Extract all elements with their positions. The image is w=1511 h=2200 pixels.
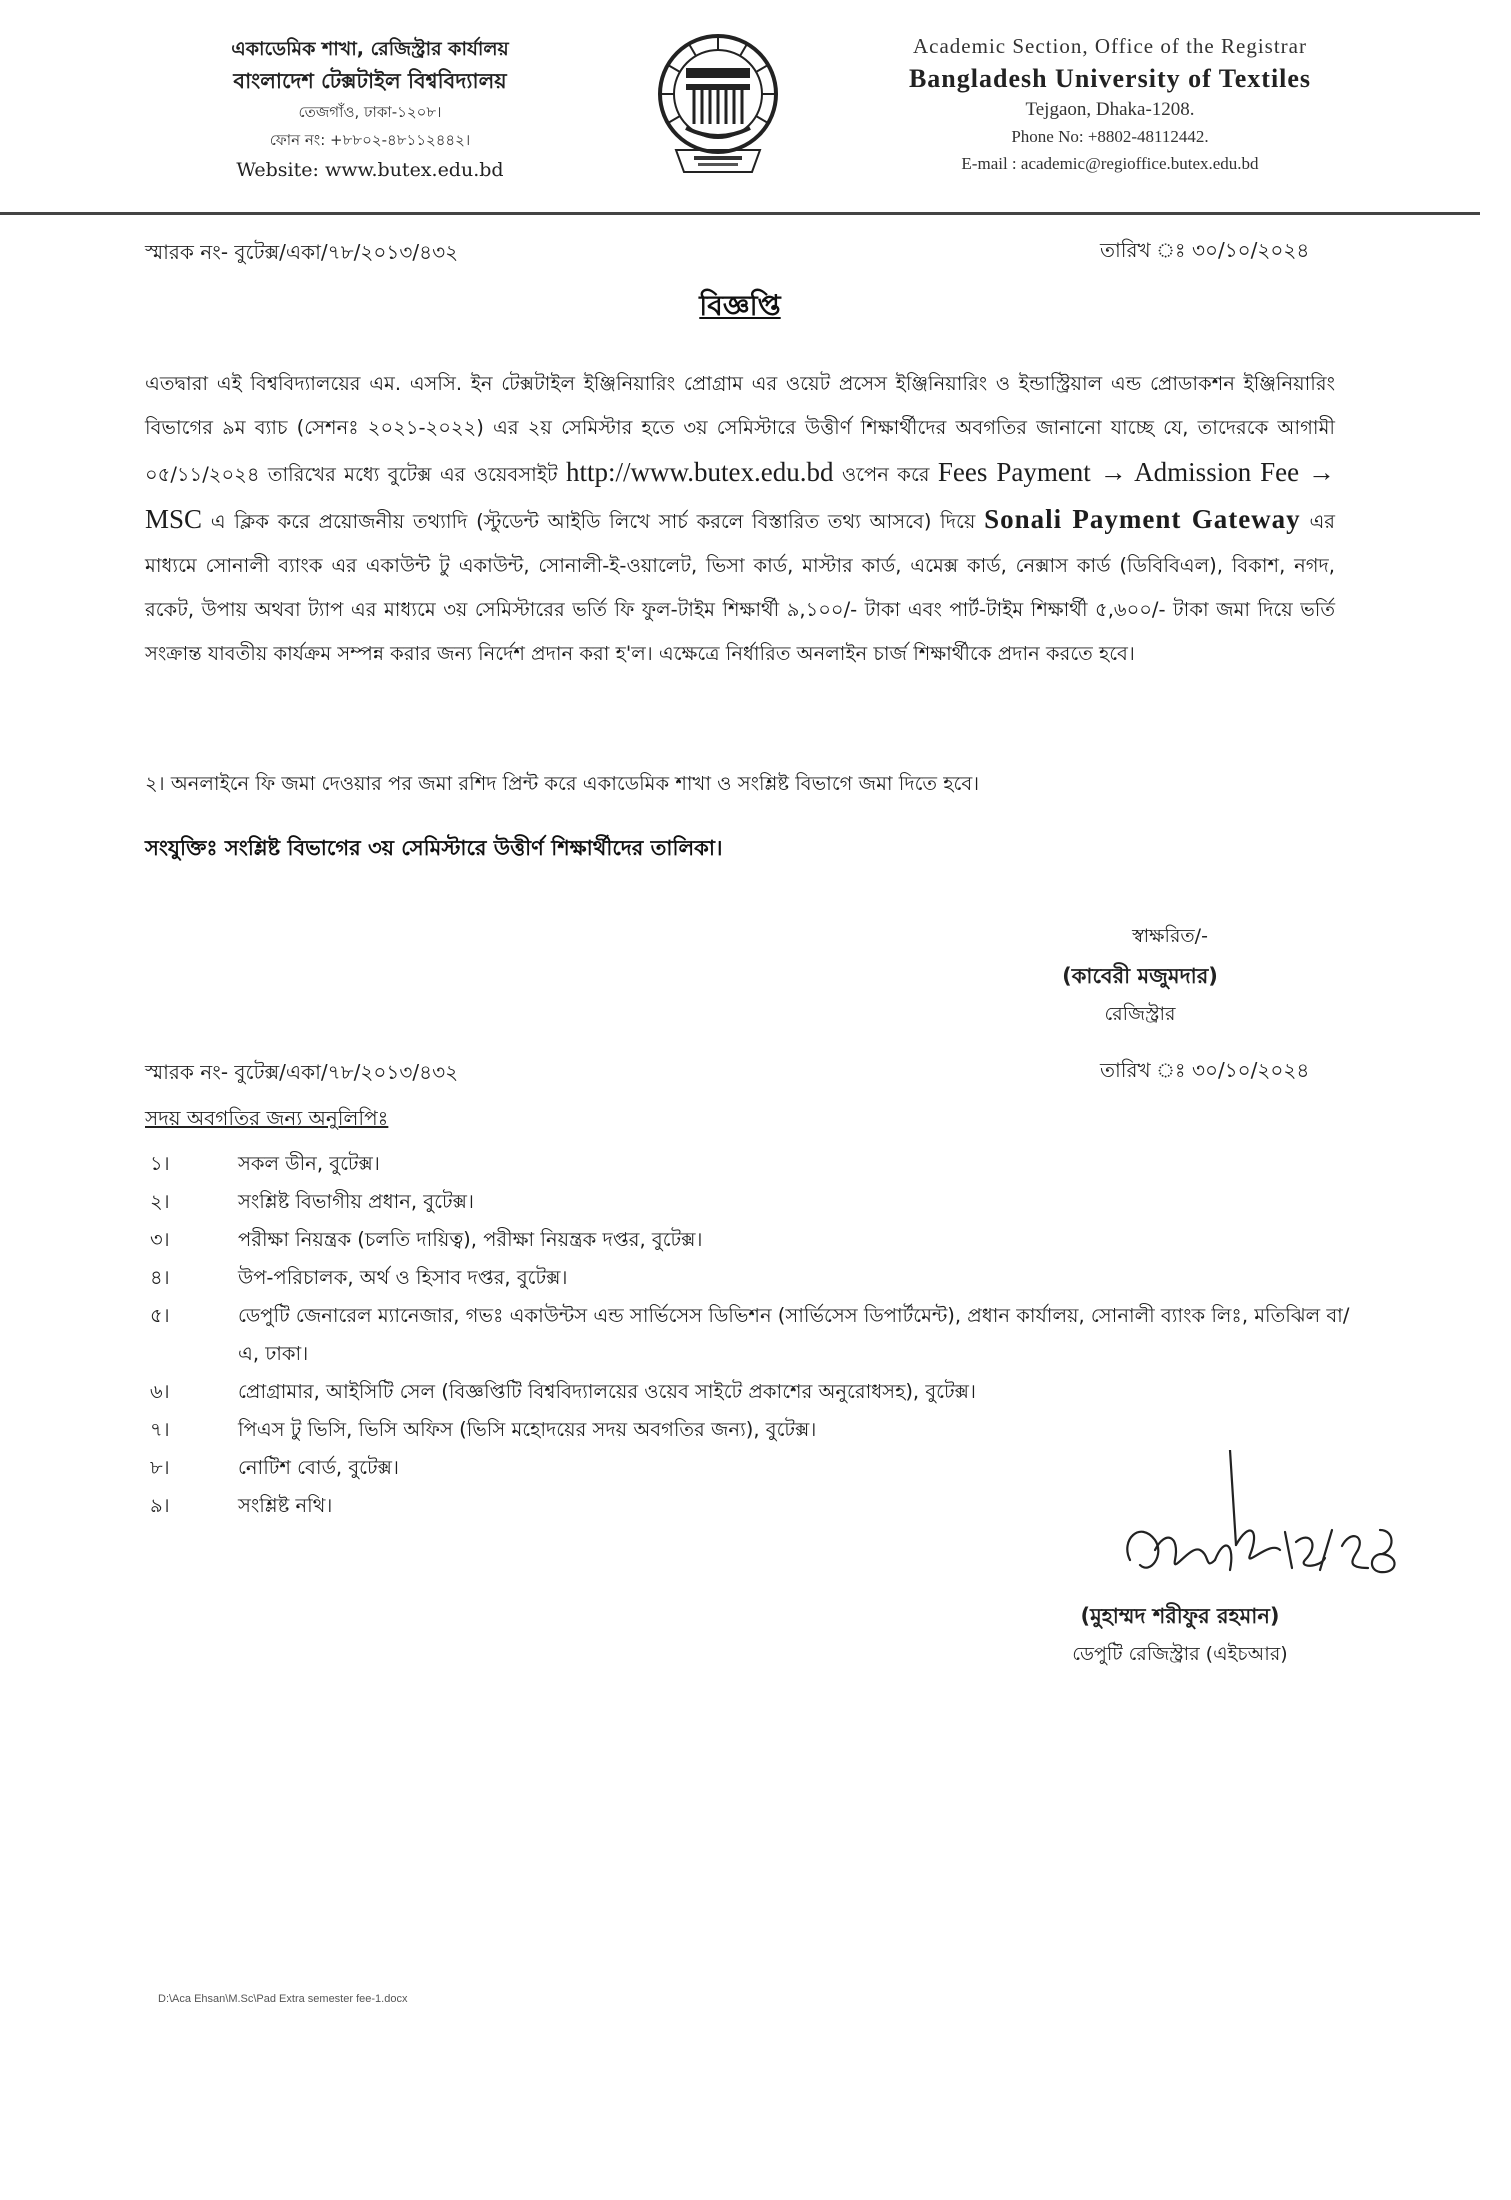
list-item-text: সংশ্লিষ্ট নথি।: [238, 1494, 333, 1517]
registrar-name: (কাবেরী মজুমদার): [1062, 964, 1218, 988]
list-item-text: সংশ্লিষ্ট বিভাগীয় প্রধান, বুটেক্স।: [238, 1190, 474, 1213]
list-item-text: উপ-পরিচালক, অর্থ ও হিসাব দপ্তর, বুটেক্স।: [238, 1266, 568, 1289]
registrar-signature-block: [1010, 916, 1270, 1032]
list-item-number: ৩।: [150, 1228, 170, 1251]
list-item: [150, 1259, 1350, 1297]
header-en-address: Tejgaon, Dhaka-1208.: [1025, 99, 1195, 120]
list-item-number: ৫।: [150, 1304, 170, 1327]
memo-date: তারিখ ঃ ৩০/১০/২০২৪: [1100, 238, 1310, 262]
notice-body-part2: ওপেন করে: [841, 463, 930, 486]
notice-body-part4: এর মাধ্যমে সোনালী ব্যাংক এর একাউন্ট টু একাউন্ট, সোনালী-ই-ওয়ালেট, ভিসা কার্ড, মাস্টার কার্ড, এমেক্স কার্ড, নেক্সাস কার্ড (ডিবিবিএল), বিকাশ, নগদ, রকেট, উপায় অথবা ট্যাপ এর মাধ্যমে ৩য় সেমিস্টারের ভর্তি ফি ফুল-টাইম শিক্ষার্থী ৯,১০০/- টাকা এবং পার্ট-টাইম শিক্ষার্থী ৫,৬০০/- টাকা জমা দিয়ে ভর্তি সংক্রান্ত যাবতীয় কার্যক্রম সম্পন্ন করার জন্য নির্দেশ প্রদান করা হ'ল। এক্ষেত্রে নির্ধারিত অনলাইন চার্জ শিক্ষার্থীকে প্রদান করতে হবে।: [145, 510, 1335, 665]
signed-label: স্বাক্ষরিত/-: [1132, 925, 1208, 947]
header-website: Website: www.butex.edu.bd: [236, 159, 504, 181]
list-item-number: ৭।: [150, 1418, 170, 1441]
header-bn-phone: ফোন নং: +৮৮০২-৪৮১১২৪৪২।: [269, 131, 471, 149]
copy-list-title: সদয় অবগতির জন্য অনুলিপিঃ: [145, 1106, 389, 1130]
list-item-text: পরীক্ষা নিয়ন্ত্রক (চলতি দায়িত্ব), পরীক্ষা নিয়ন্ত্রক দপ্তর, বুটেক্স।: [238, 1228, 703, 1251]
list-item: [150, 1373, 1350, 1411]
header-bn-university: বাংলাদেশ টেক্সটাইল বিশ্ববিদ্যালয়: [233, 69, 507, 93]
document-file-path: D:\Aca Ehsan\M.Sc\Pad Extra semester fee-1.docx: [158, 1993, 408, 2005]
notice-title: বিজ্ঞপ্তি: [699, 289, 781, 322]
list-item: [150, 1221, 1350, 1259]
payment-path: Fees Payment → Admission Fee → MSC: [145, 457, 1336, 534]
deputy-registrar-name: (মুহাম্মদ শরীফুর রহমান): [1080, 1604, 1280, 1628]
handwritten-signature-icon: [1110, 1450, 1410, 1620]
list-item-number: ২।: [150, 1190, 170, 1213]
list-item-text: নোটিশ বোর্ড, বুটেক্স।: [238, 1456, 399, 1479]
deputy-registrar-signature-block: [1030, 1596, 1330, 1672]
header-bangla-block: [160, 34, 580, 186]
header-en-office: Academic Section, Office of the Registrar: [913, 34, 1307, 58]
list-item: [150, 1297, 1350, 1373]
list-item-number: ৬।: [150, 1380, 170, 1403]
list-item-text: প্রোগ্রামার, আইসিটি সেল (বিজ্ঞপ্তিটি বিশ্ববিদ্যালয়ের ওয়েব সাইটে প্রকাশের অনুরোধসহ), বুটেক্স।: [238, 1380, 976, 1403]
attachment-note: সংযুক্তিঃ সংশ্লিষ্ট বিভাগের ৩য় সেমিস্টারে উত্তীর্ণ শিক্ষার্থীদের তালিকা।: [145, 836, 723, 860]
header-en-phone: Phone No: +8802-48112442.: [1011, 127, 1209, 146]
list-item-text: পিএস টু ভিসি, ভিসি অফিস (ভিসি মহোদয়ের সদয় অবগতির জন্য), বুটেক্স।: [238, 1418, 817, 1441]
list-item: [150, 1145, 1350, 1183]
header-divider: [0, 212, 1480, 215]
deputy-registrar-designation: ডেপুটি রেজিস্ট্রার (এইচআর): [1072, 1643, 1288, 1665]
header-en-university: Bangladesh University of Textiles: [908, 64, 1312, 93]
notice-body-paragraph: [145, 362, 1335, 676]
payment-gateway-name: Sonali Payment Gateway: [984, 504, 1301, 534]
list-item-text: সকল ডীন, বুটেক্স।: [238, 1152, 380, 1175]
list-item-text: ডেপুটি জেনারেল ম্যানেজার, গভঃ একাউন্টস এন্ড সার্ভিসেস ডিভিশন (সার্ভিসেস ডিপার্টমেন্ট), প্রধান কার্যালয়, সোনালী ব্যাংক লিঃ, মতিঝিল বা/এ, ঢাকা।: [238, 1304, 1350, 1365]
copy-ref-number: স্মারক নং- বুটেক্স/একা/৭৮/২০১৩/৪৩২: [145, 1060, 459, 1084]
list-item: [150, 1411, 1350, 1449]
header-en-email: E-mail : academic@regioffice.butex.edu.bd: [961, 154, 1259, 173]
list-item-number: ৪।: [150, 1266, 170, 1289]
registrar-designation: রেজিস্ট্রার: [1104, 1003, 1176, 1025]
memo-ref-number: স্মারক নং- বুটেক্স/একা/৭৮/২০১৩/৪৩২: [145, 240, 459, 264]
list-item-number: ৮।: [150, 1456, 170, 1479]
list-item-number: ৯।: [150, 1494, 170, 1517]
list-item: [150, 1183, 1350, 1221]
copy-date: তারিখ ঃ ৩০/১০/২০২৪: [1100, 1058, 1310, 1082]
header-bn-office: একাডেমিক শাখা, রেজিস্ট্রার কার্যালয়: [231, 38, 509, 60]
header-english-block: [830, 30, 1390, 178]
notice-paragraph-2: ২। অনলাইনে ফি জমা দেওয়ার পর জমা রশিদ প্রিন্ট করে একাডেমিক শাখা ও সংশ্লিষ্ট বিভাগে জমা দিতে হবে।: [145, 772, 980, 795]
notice-body-part1: এতদ্বারা এই বিশ্ববিদ্যালয়ের এম. এসসি. ইন টেক্সটাইল ইঞ্জিনিয়ারিং প্রোগ্রাম এর ওয়েট প্রসেস ইঞ্জিনিয়ারিং ও ইন্ডাস্ট্রিয়াল এন্ড প্রোডাকশন ইঞ্জিনিয়ারিং বিভাগের ৯ম ব্যাচ (সেশনঃ ২০২১-২০২২) এর ২য় সেমিস্টার হতে ৩য় সেমিস্টারে উত্তীর্ণ শিক্ষার্থীদের অবগতির জানানো যাচ্ছে যে, তাদেরকে আগামী ০৫/১১/২০২৪ তারিখের মধ্যে বুটেক্স এর ওয়েবসাইট: [145, 372, 1335, 486]
header-bn-address: তেজগাঁও, ঢাকা-১২০৮।: [298, 103, 442, 121]
website-url: http://www.butex.edu.bd: [566, 457, 834, 487]
list-item-number: ১।: [150, 1152, 170, 1175]
notice-body-part3: এ ক্লিক করে প্রয়োজনীয় তথ্যাদি (স্টুডেন্ট আইডি লিখে সার্চ করলে বিস্তারিত তথ্য আসবে) দিয়ে: [210, 510, 976, 533]
university-logo-icon: [656, 32, 780, 182]
